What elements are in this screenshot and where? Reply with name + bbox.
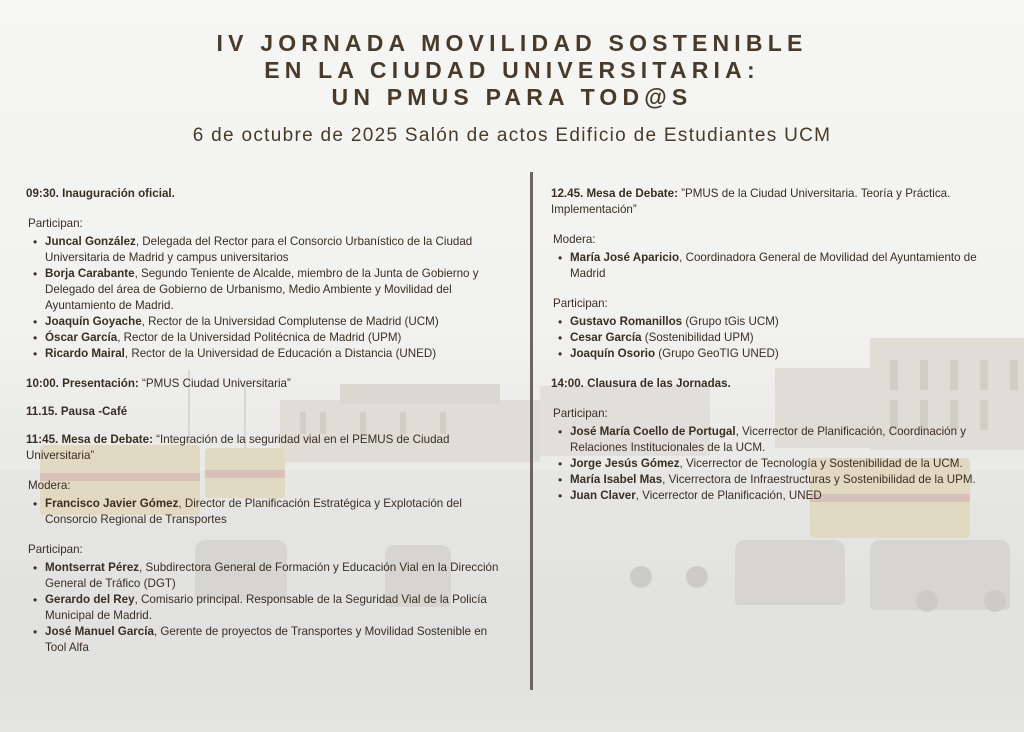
list-item bbox=[569, 250, 1003, 282]
person-role: , Vicerrector de Planificación, Coordinación y Relaciones Institucionales de la UCM. bbox=[570, 425, 967, 454]
person-name: Óscar García bbox=[45, 331, 118, 344]
program-left-column bbox=[26, 186, 508, 670]
person-role: , Vicerrectora de Infraestructuras y Sostenibilidad de la UPM. bbox=[662, 473, 976, 486]
moderator-label: Modera: bbox=[28, 479, 71, 492]
participants-label: Participan: bbox=[553, 297, 608, 310]
event-subtitle: 6 de octubre de 2025 Salón de actos Edificio de Estudiantes UCM bbox=[192, 125, 832, 146]
list-item bbox=[569, 456, 1003, 472]
list-item bbox=[44, 592, 508, 624]
session-debate-2 bbox=[551, 186, 1003, 362]
person-role: , Director de Planificación Estratégica y Explotación del Consorcio Regional de Transportes bbox=[45, 497, 462, 526]
person-role: (Grupo tGis UCM) bbox=[682, 315, 779, 328]
session-topic: “PMUS Ciudad Universitaria” bbox=[142, 377, 291, 390]
session-heading: 14:00. Clausura de las Jornadas. bbox=[551, 377, 731, 390]
list-item bbox=[44, 266, 508, 314]
person-role: , Delegada del Rector para el Consorcio Urbanístico de la Ciudad Universitaria de Madrid y campus universitarios bbox=[45, 235, 473, 264]
title-line-2: EN LA CIUDAD UNIVERSITARIA: bbox=[264, 57, 760, 83]
person-role: (Grupo GeoTIG UNED) bbox=[655, 347, 779, 360]
session-topic: “Integración de la seguridad vial en el PEMUS de Ciudad Universitaria” bbox=[26, 433, 450, 462]
list-item bbox=[569, 424, 1003, 456]
person-name: José Manuel García bbox=[45, 625, 154, 638]
person-name: Juan Claver bbox=[570, 489, 636, 502]
participants-list bbox=[26, 560, 508, 656]
program-right-column bbox=[551, 186, 1003, 518]
person-role: , Rector de la Universidad Politécnica de Madrid (UPM) bbox=[117, 331, 402, 344]
person-name: María Isabel Mas bbox=[570, 473, 663, 486]
session-heading: 11:45. Mesa de Debate: bbox=[26, 433, 157, 446]
session-heading: 11.15. Pausa -Café bbox=[26, 405, 128, 418]
person-role: (Sostenibilidad UPM) bbox=[641, 331, 754, 344]
list-item bbox=[569, 346, 1003, 362]
list-item bbox=[44, 330, 508, 346]
person-name: José María Coello de Portugal bbox=[570, 425, 736, 438]
person-role: , Coordinadora General de Movilidad del Ayuntamiento de Madrid bbox=[570, 251, 977, 280]
list-item bbox=[569, 472, 1003, 488]
person-name: María José Aparicio bbox=[570, 251, 680, 264]
participants-label: Participan: bbox=[28, 543, 83, 556]
moderator-label: Modera: bbox=[553, 233, 596, 246]
list-item bbox=[44, 314, 508, 330]
person-name: Borja Carabante bbox=[45, 267, 135, 280]
session-heading: 10:00. Presentación: bbox=[26, 377, 142, 390]
person-role: , Segundo Teniente de Alcalde, miembro de la Junta de Gobierno y Delegado del área de Gobierno de Urbanismo, Medio Ambiente y Movilidad del Ayuntamiento de Madrid. bbox=[45, 267, 479, 312]
list-item bbox=[569, 488, 1003, 504]
person-role: , Comisario principal. Responsable de la Seguridad Vial de la Policía Municipal de Madrid. bbox=[45, 593, 487, 622]
header bbox=[0, 30, 1024, 147]
title-line-3: UN PMUS PARA TOD@S bbox=[331, 84, 693, 110]
person-role: , Vicerrector de Planificación, UNED bbox=[635, 489, 822, 502]
participants-list bbox=[551, 314, 1003, 362]
session-presentation bbox=[26, 376, 508, 392]
list-item bbox=[569, 330, 1003, 346]
list-item bbox=[569, 314, 1003, 330]
person-role: , Gerente de proyectos de Transportes y Movilidad Sostenible en Tool Alfa bbox=[45, 625, 488, 654]
participants-list bbox=[26, 234, 508, 362]
person-name: Gustavo Romanillos bbox=[570, 315, 683, 328]
session-heading: 12.45. Mesa de Debate: bbox=[551, 187, 682, 200]
list-item bbox=[44, 496, 508, 528]
moderator-list bbox=[26, 496, 508, 528]
moderator-list bbox=[551, 250, 1003, 282]
person-name: Ricardo Mairal bbox=[45, 347, 125, 360]
session-topic: ”PMUS de la Ciudad Universitaria. Teoría y Práctica. Implementación” bbox=[551, 187, 951, 216]
list-item bbox=[44, 346, 508, 362]
person-name: Gerardo del Rey bbox=[45, 593, 135, 606]
list-item bbox=[44, 560, 508, 592]
column-divider bbox=[530, 172, 533, 690]
person-name: Joaquín Osorio bbox=[570, 347, 656, 360]
person-role: , Rector de la Universidad Complutense de Madrid (UCM) bbox=[141, 315, 439, 328]
person-role: , Vicerrector de Tecnología y Sostenibilidad de la UCM. bbox=[679, 457, 963, 470]
session-coffee-break bbox=[26, 404, 508, 420]
person-name: Cesar García bbox=[570, 331, 642, 344]
person-name: Montserrat Pérez bbox=[45, 561, 140, 574]
session-debate-1 bbox=[26, 432, 508, 656]
list-item bbox=[44, 624, 508, 656]
title-line-1: IV JORNADA MOVILIDAD SOSTENIBLE bbox=[216, 30, 808, 56]
person-name: Juncal González bbox=[45, 235, 136, 248]
session-heading: 09:30. Inauguración oficial. bbox=[26, 187, 175, 200]
participants-label: Participan: bbox=[28, 217, 83, 230]
participants-list bbox=[551, 424, 1003, 504]
session-closing bbox=[551, 376, 1003, 504]
list-item bbox=[44, 234, 508, 266]
person-role: , Rector de la Universidad de Educación a Distancia (UNED) bbox=[124, 347, 437, 360]
person-name: Joaquín Goyache bbox=[45, 315, 142, 328]
participants-label: Participan: bbox=[553, 407, 608, 420]
session-inauguration bbox=[26, 186, 508, 362]
person-name: Francisco Javier Gómez bbox=[45, 497, 179, 510]
person-name: Jorge Jesús Gómez bbox=[570, 457, 680, 470]
person-role: , Subdirectora General de Formación y Educación Vial en la Dirección General de Tráfico (DGT) bbox=[45, 561, 499, 590]
